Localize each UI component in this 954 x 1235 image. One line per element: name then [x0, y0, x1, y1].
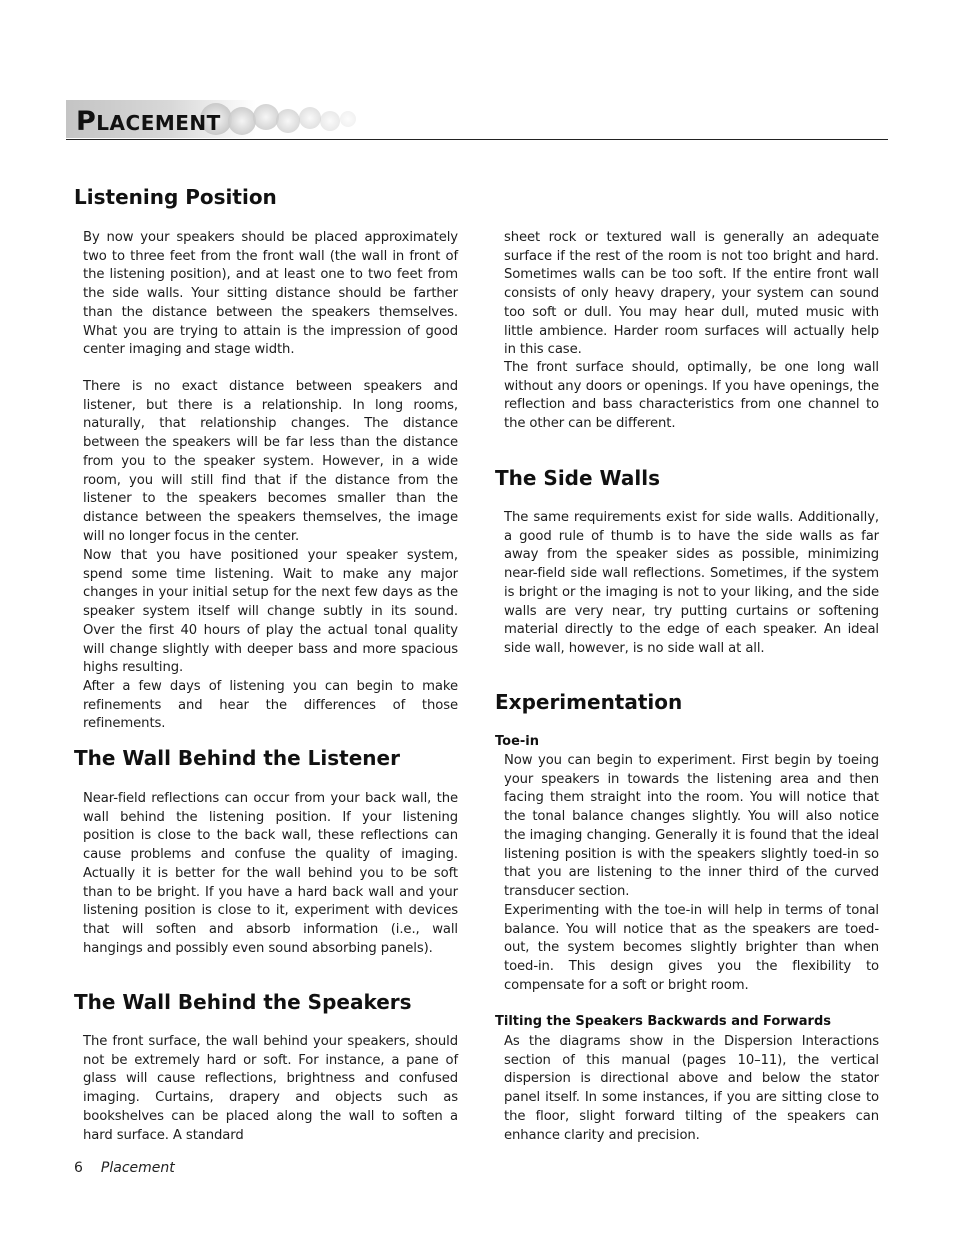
- page-title-rest: LACEMENT: [96, 111, 221, 135]
- paragraph: sheet rock or textured wall is generally an adequate surface if the rest of the room is not too bright and hard. Sometimes walls can be too soft. If the entire front wall consists of only heavy drapery, your system can sound too soft or dull. You may hear dull, muted music with little ambience. Harder room surfaces will actually help in this case.: [504, 230, 879, 358]
- footer-label: Placement: [100, 1160, 175, 1176]
- subheading-tilting: Tilting the Speakers Backwards and Forwards: [495, 1014, 831, 1029]
- page-header: [66, 100, 888, 142]
- heading-side-walls: The Side Walls: [495, 466, 660, 490]
- paragraph: There is no exact distance between speakers and listener, but there is a relationship. In long rooms, naturally, that relationship changes. The distance between the speakers will be far less than the distance from you to the speaker system. However, in a wide room, you will still find that if the distance from the listener to the speakers becomes smaller than the distance between the speakers themselves, the image will no longer focus in the center.: [83, 379, 458, 544]
- paragraph: As the diagrams show in the Dispersion Interactions section of this manual (pages 10–11), the vertical dispersion is directional above and below the stator panel itself. In some instances, if you are sitting close to the floor, slight forward tilting of the speakers can enhance clarity and precision.: [504, 1034, 879, 1143]
- header-rule: [66, 139, 888, 140]
- page-footer: [74, 1160, 175, 1176]
- paragraph: Now you can begin to experiment. First begin by toeing your speakers in towards the listening area and then facing them straight into the room. You will notice that the tonal balance changes slightly. You will also notice the imaging changing. Generally it is found that the ideal listening position is with the speakers slightly toed-in so that you are listening to the inner third of the curved transducer section.: [504, 753, 879, 899]
- heading-listening-position: Listening Position: [74, 185, 277, 209]
- heading-experimentation: Experimentation: [495, 690, 683, 714]
- page-number: 6: [74, 1160, 83, 1176]
- paragraph: By now your speakers should be placed approximately two to three feet from the front wall (the wall in front of the listening position), and at least one to two feet from the side walls. Your sitting distance should be farther than the distance between the speakers themselves. What you are trying to attain is the impression of good center imaging and stage width.: [83, 230, 458, 358]
- page-title-initial: P: [76, 106, 97, 137]
- paragraph: The same requirements exist for side walls. Additionally, a good rule of thumb is to have the side walls as far away from the speaker sides as possible, minimizing near-field side wall reflections. Sometimes, if the system is bright or the imaging is not to your liking, and the side walls are very near, try putting curtains or softening material directly to the edge of each speaker. An ideal side wall, however, is no side wall at all.: [504, 510, 879, 656]
- paragraph: Near-field reflections can occur from your back wall, the wall behind the listening position. If your listening position is close to the back wall, these reflections can cause problems and confuse the quality of imaging. Actually it is better for the wall behind you to be soft than to be bright. If you have a hard back wall and your listening position is close to it, experiment with devices that will soften and absorb information (i.e., wall hangings and possibly even sound absorbing panels).: [83, 791, 458, 956]
- paragraph: Now that you have positioned your speaker system, spend some time listening. Wait to make any major changes in your initial setup for the next few days as the speaker system itself will change subtly in its sound. Over the first 40 hours of play the actual tonal quality will change slightly with deeper bass and more spacious highs resulting.: [83, 548, 458, 676]
- heading-wall-behind-listener: The Wall Behind the Listener: [74, 746, 400, 770]
- subheading-toe-in: Toe-in: [495, 734, 539, 749]
- paragraph: Experimenting with the toe-in will help in terms of tonal balance. You will notice that as the speakers are toed-out, the system becomes slightly brighter than when toed-in. This design gives you the flexibility to compensate for a soft or bright room.: [504, 903, 879, 993]
- heading-wall-behind-speakers: The Wall Behind the Speakers: [74, 990, 412, 1014]
- paragraph: The front surface, the wall behind your speakers, should not be extremely hard or soft. For instance, a pane of glass will cause reflections, brightness and confused imaging. Curtains, drapery and objects such as bookshelves can be placed along the wall to soften a hard surface. A standard: [83, 1034, 458, 1143]
- paragraph: After a few days of listening you can begin to make refinements and hear the differences of those refinements.: [83, 679, 458, 732]
- paragraph: The front surface should, optimally, be one long wall without any doors or openings. If you have openings, the reflection and bass characteristics from one channel to the other can be different.: [504, 360, 879, 432]
- page-title: [76, 106, 221, 137]
